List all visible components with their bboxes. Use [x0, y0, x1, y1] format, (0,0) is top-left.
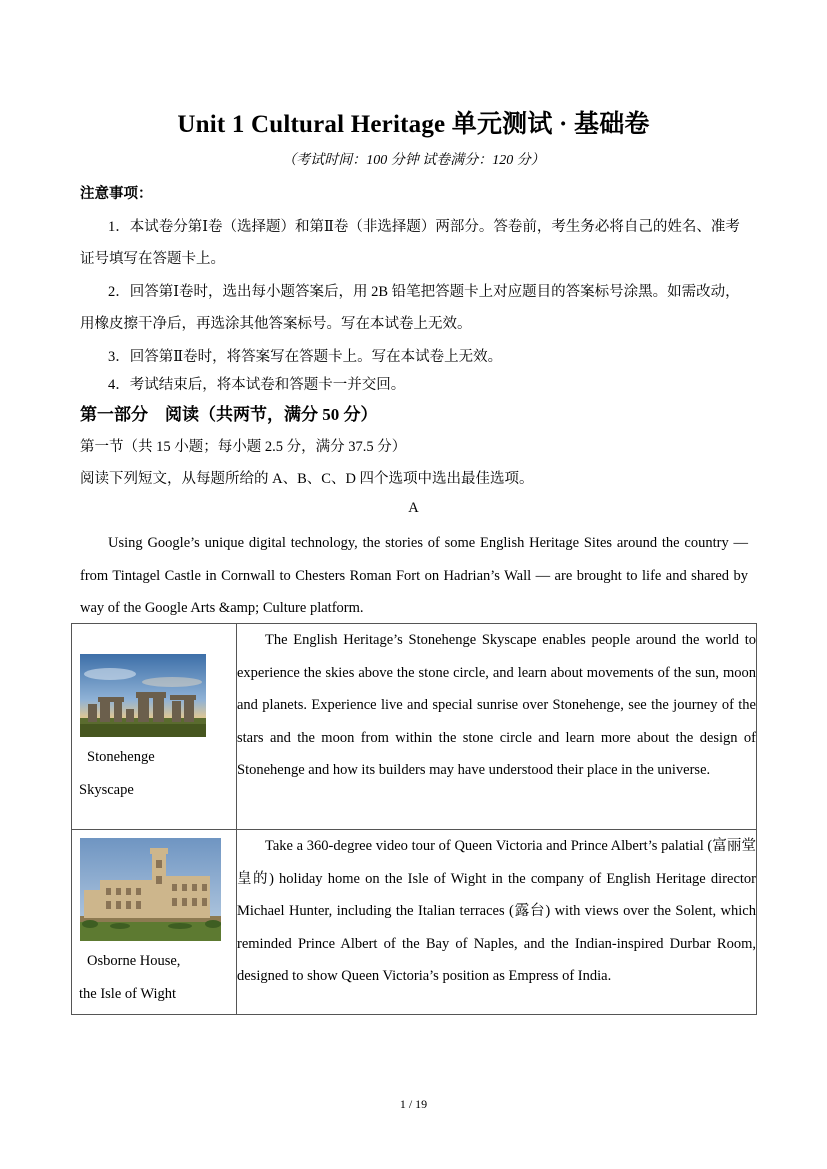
- exam-info: （考试时间：100 分钟 试卷满分：120 分）: [282, 153, 545, 168]
- note-item-1-line-1: 1．本试卷分第Ⅰ卷（选择题）和第Ⅱ卷（非选择题）两部分。答卷前，考生务必将自己的姓名、准考: [108, 219, 740, 235]
- reading-instruction: 阅读下列短文，从每题所给的 A、B、C、D 四个选项中选出最佳选项。: [80, 471, 534, 487]
- caption-line-1: Osborne House,: [87, 953, 181, 969]
- row-image-cell: [72, 830, 237, 1015]
- page-title: Unit 1 Cultural Heritage 单元测试 · 基础卷: [177, 111, 650, 138]
- heritage-table: [71, 623, 757, 1015]
- osborne-house-image: [80, 838, 221, 941]
- caption-line-1: Stonehenge: [87, 749, 155, 765]
- passage-label: A: [408, 500, 419, 516]
- part-one-heading: 第一部分 阅读（共两节，满分 50 分）: [80, 405, 378, 424]
- passage-intro: Using Google’s unique digital technology, the stories of some English Heritage Sites around the country — from Tintagel Castle in Cornwall to Chesters Roman Fort on Hadrian’s Wall — are brought to life and shared by way of the Google Arts &amp; Culture platform.: [80, 535, 748, 616]
- note-item-4: 4．考试结束后，将本试卷和答题卡一并交回。: [108, 377, 406, 393]
- notes-heading: 注意事项：: [80, 186, 153, 202]
- note-item-2-line-1: 2．回答第Ⅰ卷时，选出每小题答案后，用 2B 铅笔把答题卡上对应题目的答案标号涂黑。如需改动，: [108, 284, 740, 300]
- note-item-2-line-2: 用橡皮擦干净后，再选涂其他答案标号。写在本试卷上无效。: [80, 316, 472, 332]
- row-description-cell: [237, 830, 757, 1015]
- section-one-info: 第一节（共 15 小题；每小题 2.5 分，满分 37.5 分）: [80, 439, 407, 455]
- osborne-house-photo: [80, 838, 221, 941]
- stonehenge-photo: [80, 654, 206, 737]
- row-description: The English Heritage’s Stonehenge Skyscape enables people around the world to experience the skies above the stone circle, and learn about movements of the sun, moon and planets. Experience live and special sunrise over Stonehenge, see the journey of the stars and the moon from within the stone circle and learn more about the design of Stonehenge and how its builders may have understood their place in the universe.: [237, 632, 756, 779]
- row-caption: [79, 741, 236, 806]
- caption-line-2: Skyscape: [79, 781, 134, 798]
- caption-line-2: the Isle of Wight: [79, 985, 177, 1002]
- page-number: 1 / 19: [399, 1097, 428, 1111]
- row-description-cell: [237, 624, 757, 830]
- row-description: Take a 360-degree video tour of Queen Victoria and Prince Albert’s palatial (富丽堂皇的) holiday home on the Isle of Wight in the company of English Heritage director Michael Hunter, including the Italian terraces (露台) with views over the Solent, which reminded Prince Albert of the Bay of Naples, and the Indian-inspired Durbar Room, designed to show Queen Victoria’s position as Empress of India.: [237, 838, 756, 985]
- note-item-3: 3．回答第Ⅱ卷时，将答案写在答题卡上。写在本试卷上无效。: [108, 349, 503, 365]
- table-row: [72, 624, 757, 830]
- note-item-1-line-2: 证号填写在答题卡上。: [80, 251, 225, 267]
- row-image-cell: [72, 624, 237, 830]
- table-row: [72, 830, 757, 1015]
- stonehenge-image: [80, 654, 206, 737]
- row-caption: [79, 945, 236, 1010]
